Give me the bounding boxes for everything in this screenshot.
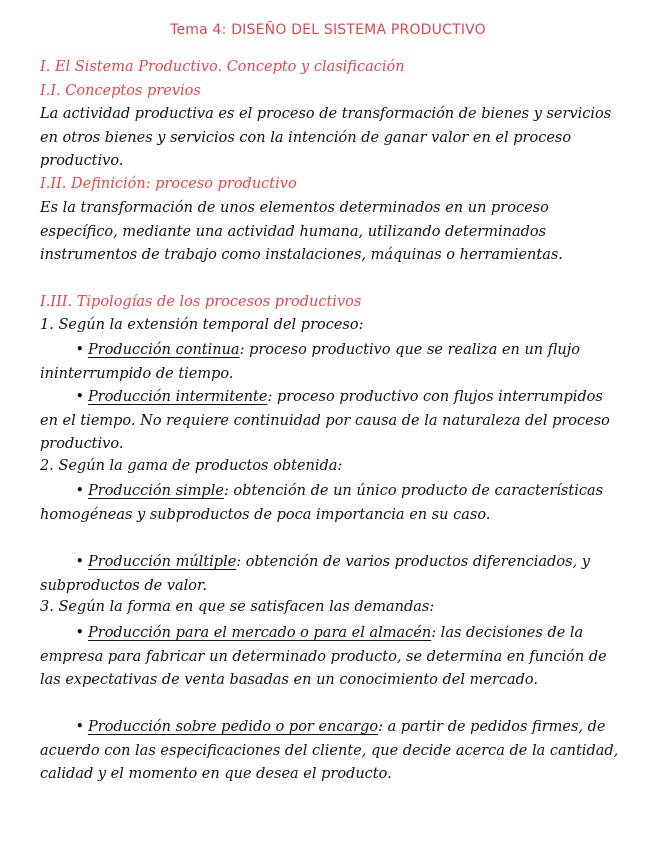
list-item-number: 2. Según la gama de productos obtenida: bbox=[40, 458, 343, 474]
bullet-icon: • bbox=[75, 554, 84, 570]
bullet-item bbox=[40, 339, 622, 386]
bullet-icon: • bbox=[75, 389, 84, 405]
bullet-item bbox=[40, 551, 622, 598]
bullet-term: Producción sobre pedido o por encargo bbox=[88, 719, 379, 735]
bullet-term: Producción para el mercado o para el almacén bbox=[88, 625, 432, 641]
paragraph-conceptos: La actividad productiva es el proceso de transformación de bienes y servicios en otros bienes y servicios con la intención de ganar valor en el proceso productivo. bbox=[40, 106, 612, 169]
bullet-icon: • bbox=[75, 625, 84, 641]
bullet-icon: • bbox=[75, 483, 84, 499]
bullet-text: : a partir de pedidos firmes, de acuerdo con las especificaciones del cliente, que decide acerca de la cantidad, calidad y el momento en que desea el producto. bbox=[40, 719, 619, 782]
bullet-term: Producción simple bbox=[88, 483, 224, 499]
bullet-term: Producción múltiple bbox=[88, 554, 237, 570]
paragraph-definicion: Es la transformación de unos elementos determinados en un proceso específico, mediante una actividad humana, utilizando determinados instrumentos de trabajo como instalaciones, máquinas o herramientas. bbox=[40, 200, 563, 263]
bullet-item bbox=[40, 622, 622, 693]
subsection-heading: I.III. Tipologías de los procesos productivos bbox=[40, 294, 362, 310]
list-item-number: 3. Según la forma en que se satisfacen las demandas: bbox=[40, 599, 435, 615]
bullet-term: Producción continua bbox=[88, 342, 240, 358]
bullet-text: : proceso productivo con flujos interrumpidos en el tiempo. No requiere continuidad por causa de la naturaleza del proceso productivo. bbox=[40, 389, 610, 452]
bullet-item bbox=[40, 716, 622, 787]
section-heading: I. El Sistema Productivo. Concepto y clasificación bbox=[40, 59, 405, 75]
bullet-icon: • bbox=[75, 719, 84, 735]
bullet-text: : obtención de varios productos diferenciados, y subproductos de valor. bbox=[40, 554, 590, 594]
list-item-number: 1. Según la extensión temporal del proceso: bbox=[40, 317, 364, 333]
subsection-heading: I.I. Conceptos previos bbox=[40, 83, 201, 99]
bullet-text: : obtención de un único producto de características homogéneas y subproductos de poca importancia en su caso. bbox=[40, 483, 604, 523]
bullet-icon: • bbox=[75, 342, 84, 358]
bullet-term: Producción intermitente bbox=[88, 389, 268, 405]
bullet-text: : las decisiones de la empresa para fabricar un determinado producto, se determina en función de las expectativas de venta basadas en un conocimiento del mercado. bbox=[40, 625, 607, 688]
bullet-item bbox=[40, 386, 622, 457]
page-title: Tema 4: DISEÑO DEL SISTEMA PRODUCTIVO bbox=[170, 22, 486, 38]
subsection-heading: I.II. Definición: proceso productivo bbox=[40, 176, 297, 192]
bullet-item bbox=[40, 480, 622, 527]
bullet-text: : proceso productivo que se realiza en un flujo ininterrumpido de tiempo. bbox=[40, 342, 580, 382]
